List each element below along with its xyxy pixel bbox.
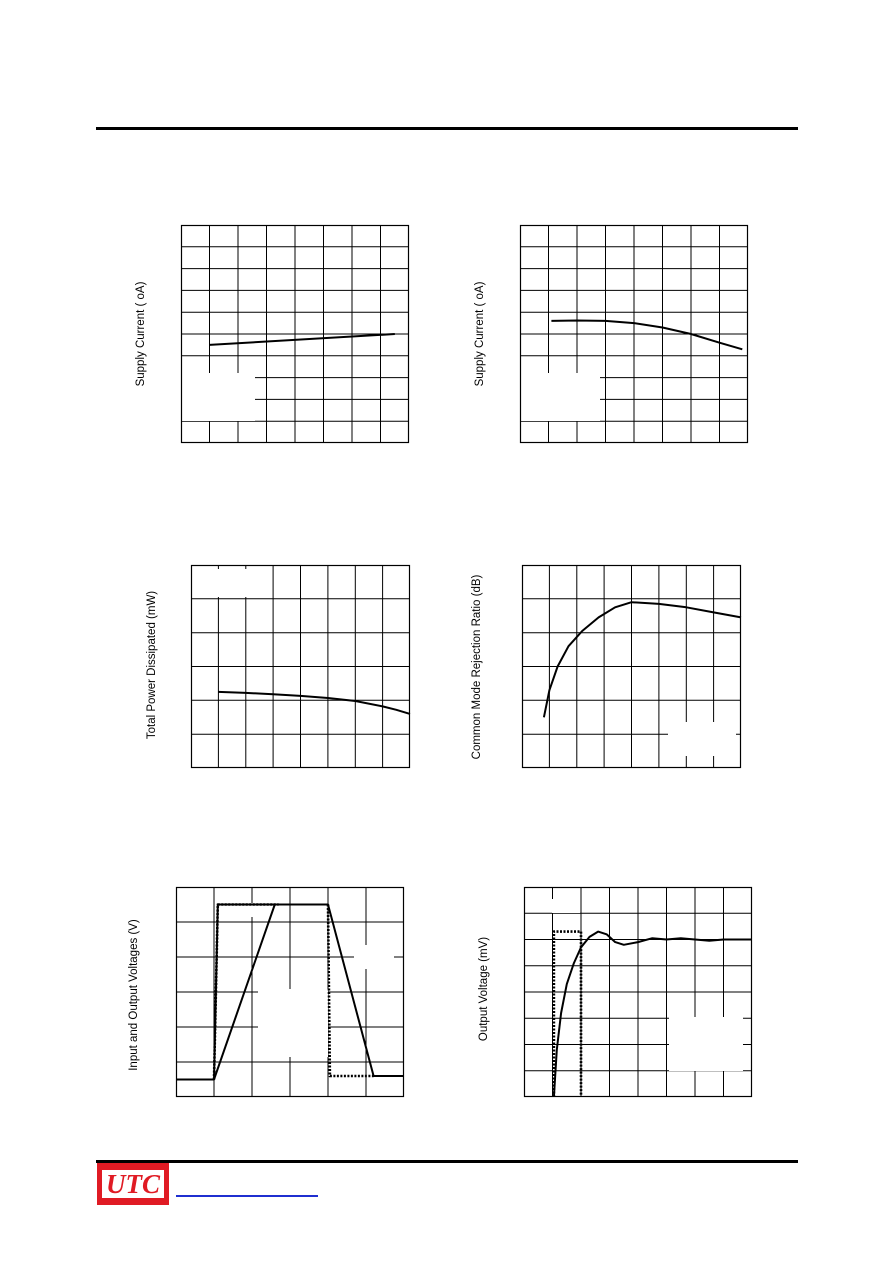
chart-5-ylabel: Input and Output Voltages (V) bbox=[128, 919, 140, 1071]
series-line-1 bbox=[210, 334, 395, 345]
blank-label-area bbox=[668, 722, 736, 756]
chart-4-ylabel: Common Mode Rejection Ratio (dB) bbox=[471, 574, 483, 760]
chart-panel-1 bbox=[181, 225, 409, 443]
chart-4-svg bbox=[522, 565, 741, 768]
chart-1-ylabel: Supply Current ( oA) bbox=[135, 281, 147, 387]
chart-6-svg bbox=[524, 887, 752, 1097]
chart-panel-5 bbox=[176, 887, 404, 1097]
chart-1-svg bbox=[181, 225, 409, 443]
chart-panel-6 bbox=[524, 887, 752, 1097]
chart-5-svg bbox=[176, 887, 404, 1097]
blank-label-area bbox=[181, 373, 255, 421]
chart-6-ylabel: Output Voltage (mV) bbox=[478, 936, 490, 1042]
blank-label-area bbox=[669, 1017, 743, 1071]
series-line-1 bbox=[551, 321, 742, 350]
chart-panel-4 bbox=[522, 565, 741, 768]
chart-panel-3 bbox=[191, 565, 410, 768]
blank-label-area bbox=[354, 945, 394, 969]
footer-rule bbox=[96, 1160, 798, 1163]
blank-label-area bbox=[552, 899, 580, 913]
series-line-2 bbox=[554, 932, 752, 1097]
header-rule bbox=[96, 127, 798, 130]
blank-label-area bbox=[258, 989, 328, 1057]
utc-logo bbox=[97, 1163, 169, 1205]
chart-3-ylabel: Total Power Dissipated (mW) bbox=[146, 590, 158, 740]
series-line-1 bbox=[218, 692, 410, 714]
blank-label-area bbox=[197, 569, 267, 597]
chart-3-svg bbox=[191, 565, 410, 768]
chart-2-ylabel: Supply Current ( oA) bbox=[474, 281, 486, 387]
utc-logo-text: UTC bbox=[106, 1168, 160, 1199]
chart-2-svg bbox=[520, 225, 748, 443]
blank-label-area bbox=[520, 373, 600, 421]
chart-panel-2 bbox=[520, 225, 748, 443]
footer-link-underline[interactable] bbox=[176, 1195, 318, 1197]
